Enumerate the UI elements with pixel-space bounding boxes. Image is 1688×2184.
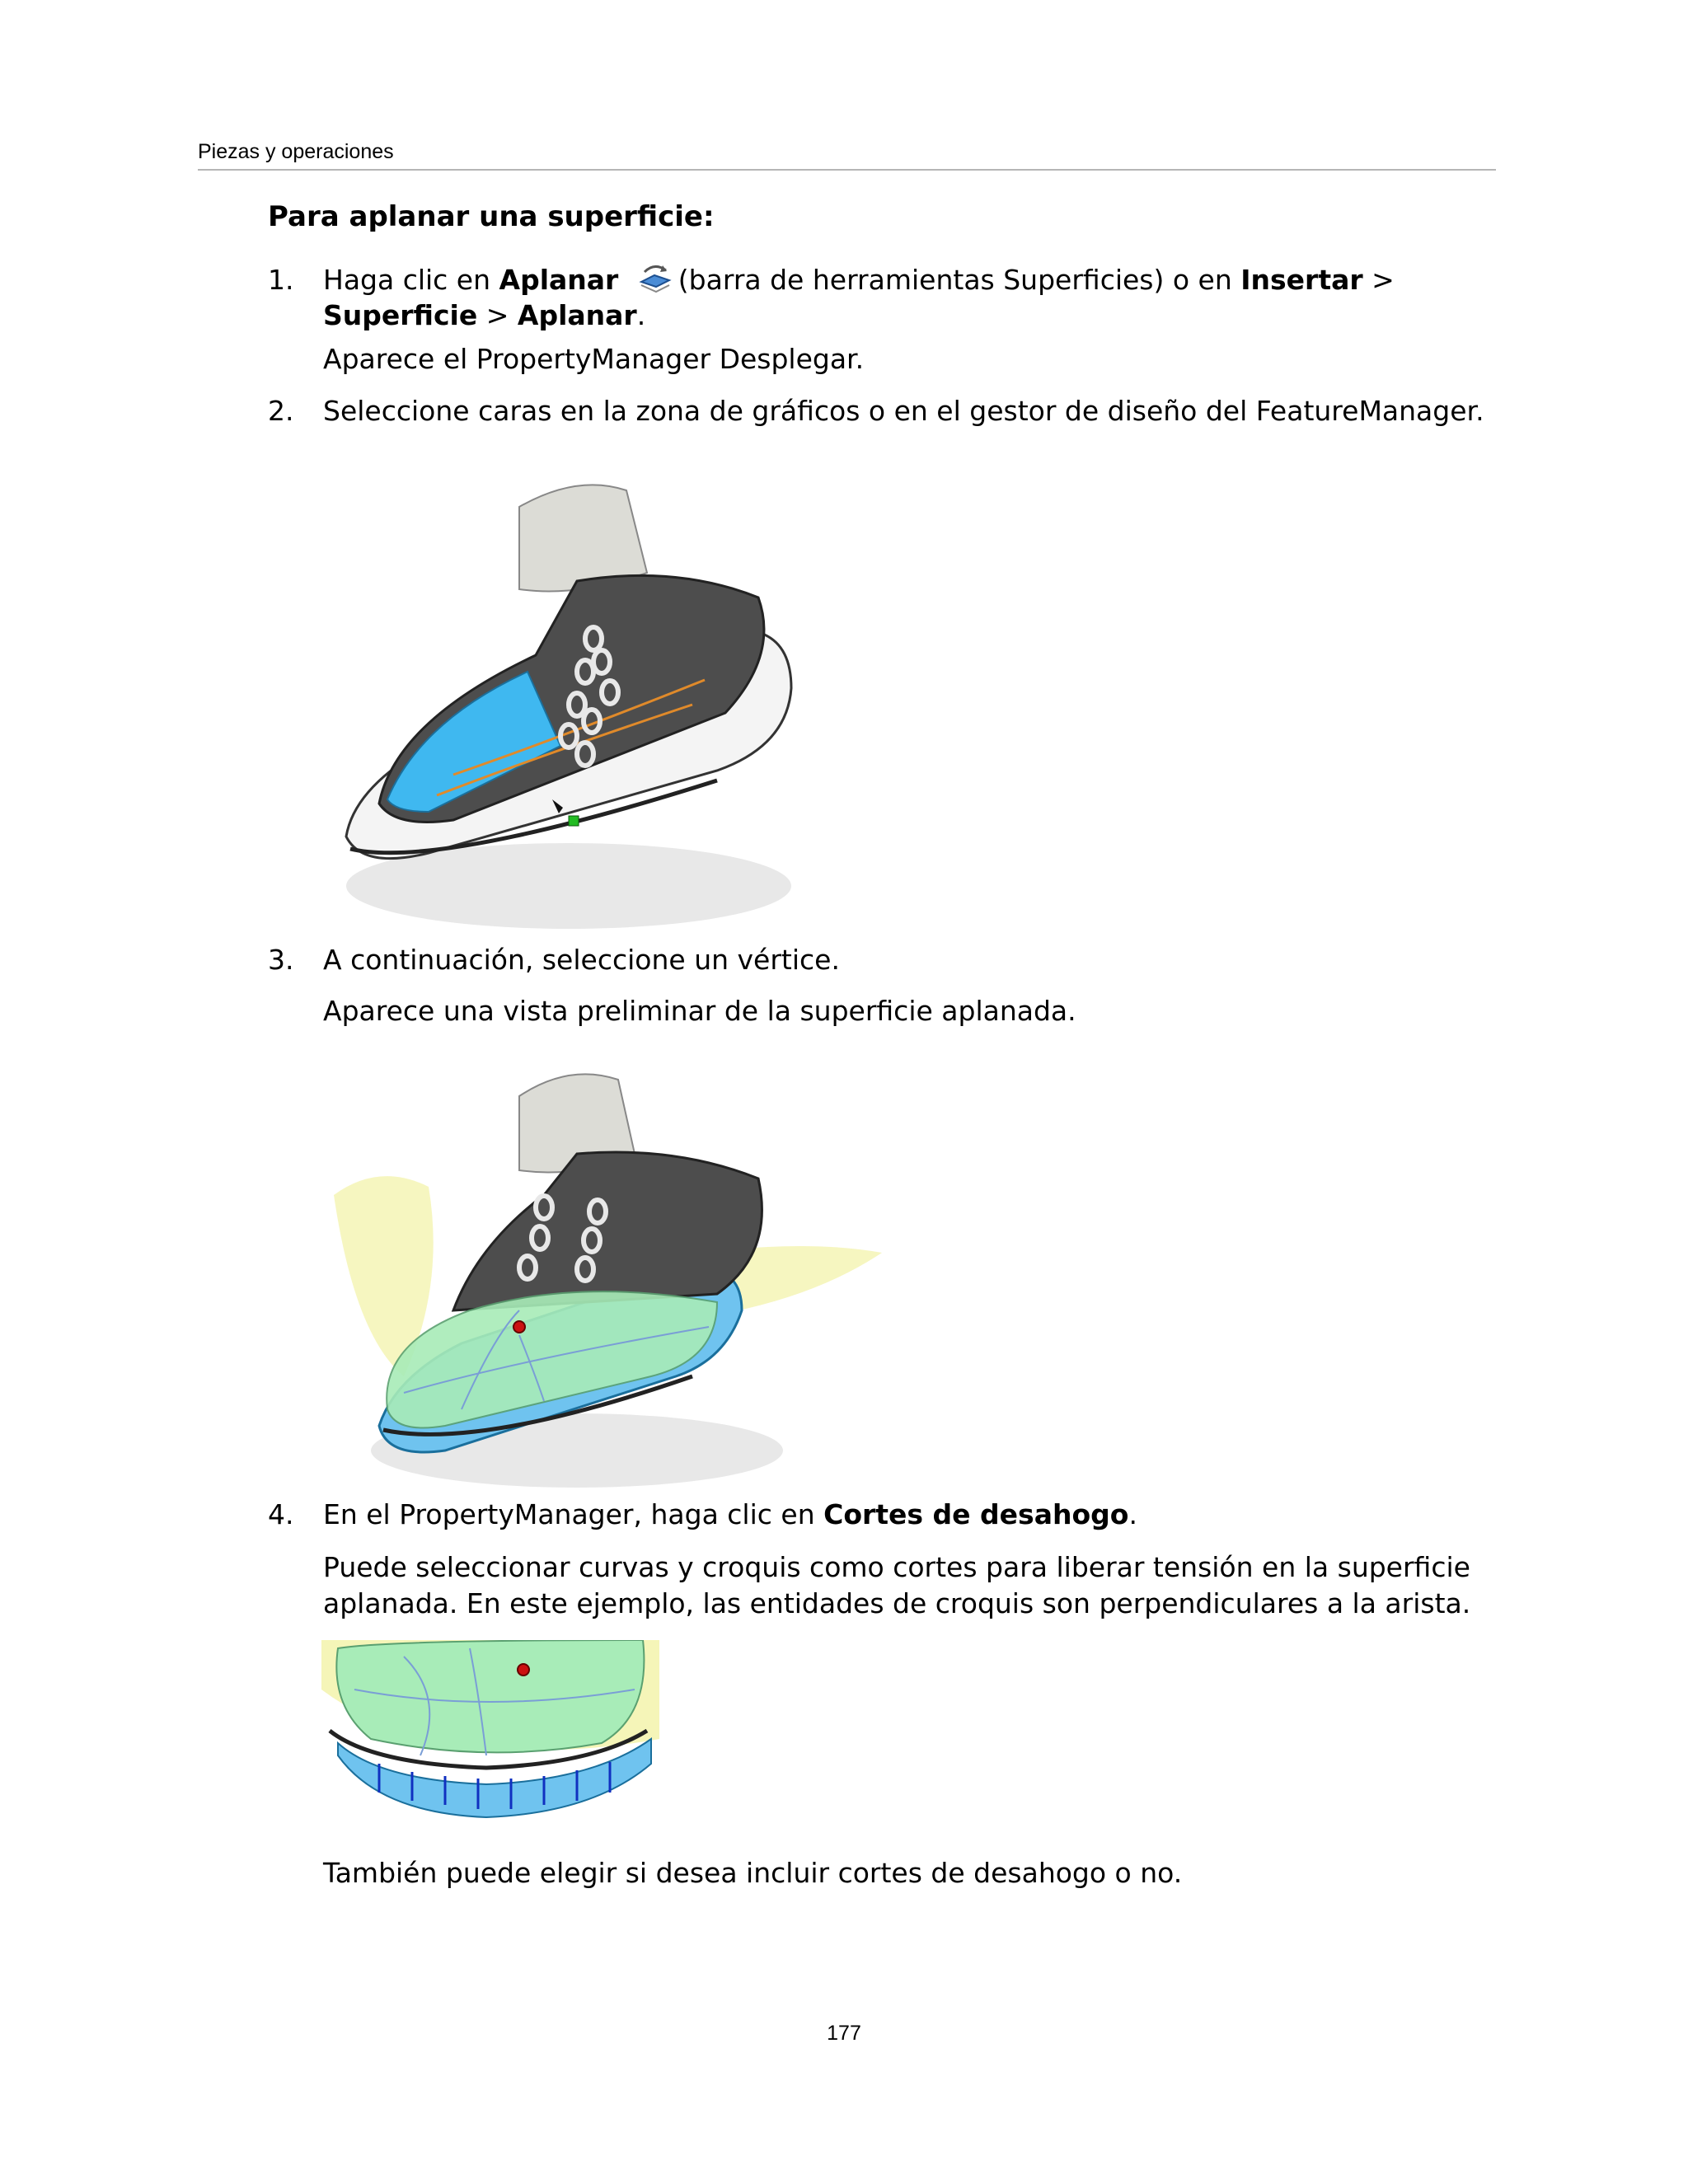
step-1-text: Haga clic en [323, 264, 499, 296]
step-1-text: > [1362, 264, 1395, 296]
step-1-result: Aparece el PropertyManager Desplegar. [323, 343, 865, 375]
relief-cuts-option: Cortes de desahogo [823, 1498, 1129, 1530]
running-header: Piezas y operaciones [198, 140, 394, 163]
figure-select-faces [330, 474, 799, 931]
flatten-surface-icon [636, 260, 674, 295]
step-4-result-line-2: aplanada. En este ejemplo, las entidades de croquis son perpendiculares a la arista. [323, 1587, 1471, 1619]
step-2-number: 2. [268, 395, 294, 427]
step-4-number: 4. [268, 1498, 294, 1530]
figure-flattened-preview [330, 1063, 882, 1500]
aplanar-command: Aplanar [499, 264, 619, 296]
superficie-menu: Superficie [323, 299, 478, 331]
page-number: 177 [827, 2022, 861, 2045]
step-2-text: Seleccione caras en la zona de gráficos o en el gestor de diseño del FeatureManager. [323, 395, 1484, 427]
vertex-marker [518, 1664, 529, 1675]
step-3-number: 3. [268, 944, 294, 976]
header-rule [198, 169, 1496, 171]
step-1-text: (barra de herramientas Superficies) o en [669, 264, 1241, 296]
selection-marker [569, 816, 579, 826]
figure-relief-cuts [321, 1640, 659, 1834]
section-title: Para aplanar una superficie: [268, 200, 715, 233]
step-1-number: 1. [268, 264, 294, 296]
step-1-text: . [636, 299, 646, 331]
insertar-menu: Insertar [1240, 264, 1363, 296]
step-4-text [323, 1498, 1137, 1530]
step-1-line-1 [323, 264, 1395, 296]
step-4-text-part: . [1128, 1498, 1137, 1530]
step-4-text-part: En el PropertyManager, haga clic en [323, 1498, 824, 1530]
closing-note: También puede elegir si desea incluir cortes de desahogo o no. [323, 1857, 1183, 1889]
aplanar-menu-item: Aplanar [517, 299, 637, 331]
step-3-result: Aparece una vista preliminar de la superficie aplanada. [323, 995, 1076, 1027]
step-1-line-2 [323, 299, 645, 331]
step-3-text: A continuación, seleccione un vértice. [323, 944, 840, 976]
step-1-text: > [477, 299, 518, 331]
vertex-marker [513, 1321, 525, 1333]
step-4-result-line-1: Puede seleccionar curvas y croquis como cortes para liberar tensión en la superficie [323, 1551, 1470, 1583]
